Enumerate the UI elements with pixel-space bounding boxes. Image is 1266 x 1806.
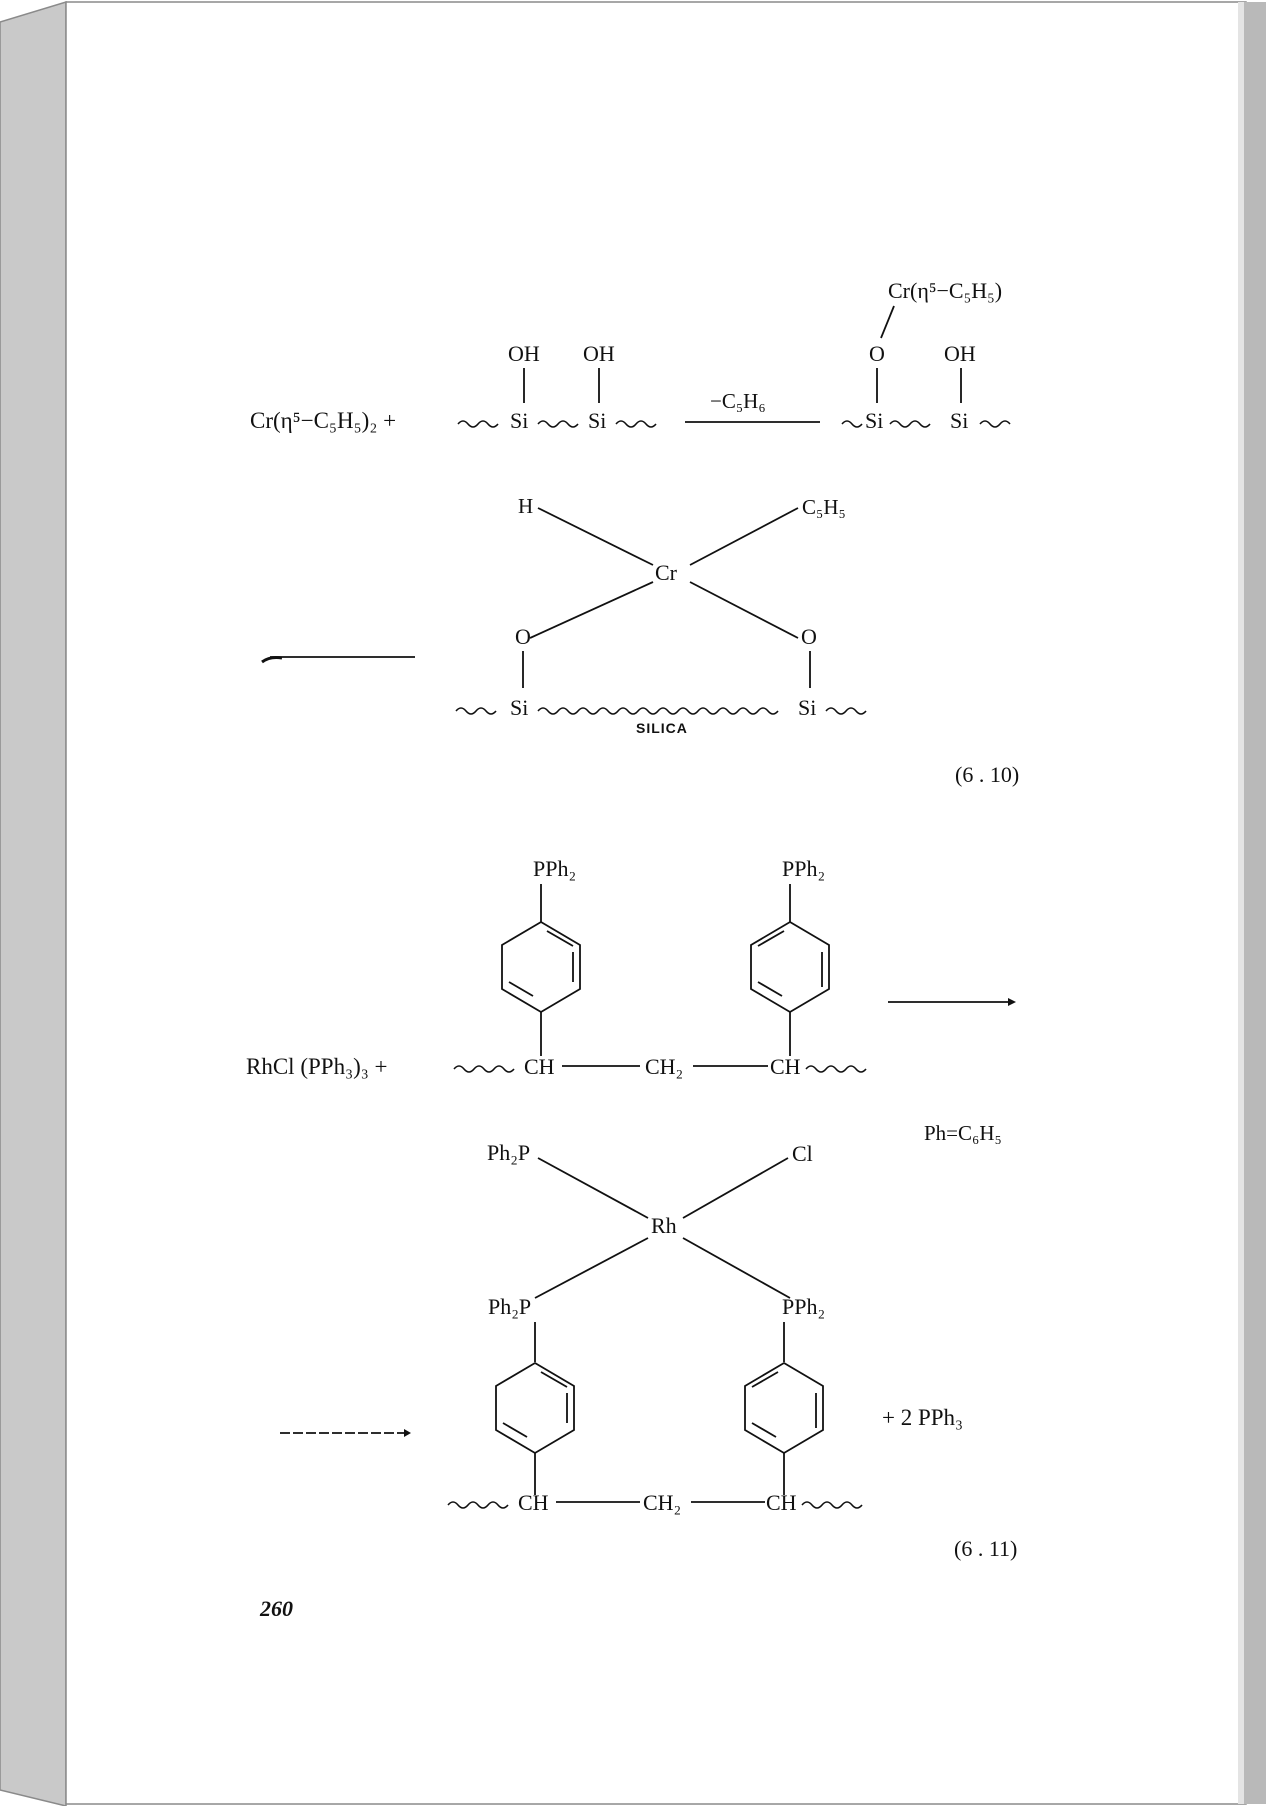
bond-line — [530, 582, 653, 638]
oxygen-label: O — [801, 624, 817, 649]
arrow-head — [1008, 998, 1016, 1006]
hydroxyl-label: OH — [583, 341, 615, 366]
benzene-ring — [496, 1363, 574, 1453]
rhodium-label: Rh — [651, 1213, 677, 1238]
bond-line — [690, 582, 798, 638]
chromocene-reagent: Cr(η⁵−C₅H₅)₂ + — [250, 408, 397, 433]
silicon-label: Si — [510, 695, 529, 720]
benzene-ring — [745, 1363, 823, 1453]
reaction-6-10 — [250, 278, 1019, 787]
benzene-ring — [502, 922, 580, 1012]
wilkinson-catalyst-reagent: RhCl (PPh₃)₃ + — [246, 1054, 388, 1079]
bond-line — [881, 306, 894, 338]
chloride-label: Cl — [792, 1141, 813, 1166]
silicon-label: Si — [865, 408, 884, 433]
polymer-backbone-wave — [806, 1066, 866, 1072]
reaction-6-11 — [246, 856, 1017, 1561]
diphenylphosphino-label: Ph₂P — [487, 1140, 531, 1165]
oxygen-label: O — [515, 624, 531, 649]
silicon-label: Si — [588, 408, 607, 433]
methine-label: CH — [770, 1054, 801, 1079]
silica-support-label: SILICA — [636, 720, 688, 736]
silica-surface-wave — [456, 708, 496, 714]
methine-label: CH — [524, 1054, 555, 1079]
hydroxyl-label: OH — [508, 341, 540, 366]
diphenylphosphino-label: PPh₂ — [782, 1294, 826, 1319]
page-number: 260 — [260, 1596, 293, 1621]
arrow-head — [404, 1429, 411, 1437]
hydroxyl-label: OH — [944, 341, 976, 366]
silica-surface-wave — [538, 421, 578, 427]
diphenylphosphino-label: PPh₂ — [533, 856, 577, 881]
silica-surface-wave — [980, 421, 1010, 427]
polymer-backbone-wave — [454, 1066, 514, 1072]
silica-surface-wave — [890, 421, 930, 427]
chromium-label: Cr — [655, 560, 677, 585]
silica-surface-wave — [842, 421, 862, 427]
methine-label: CH — [518, 1490, 549, 1515]
bond-line — [690, 508, 798, 565]
bond-line — [538, 508, 653, 565]
diphenylphosphino-label: PPh₂ — [782, 856, 826, 881]
methine-label: CH — [766, 1490, 797, 1515]
arrow-smudge — [262, 658, 282, 663]
methylene-label: CH₂ — [643, 1490, 682, 1515]
silicon-label: Si — [950, 408, 969, 433]
silica-surface-wave — [538, 708, 778, 714]
silica-surface-wave — [826, 708, 866, 714]
phenyl-definition: Ph=C₆H₅ — [924, 1121, 1002, 1145]
silicon-label: Si — [798, 695, 817, 720]
silica-surface-wave — [458, 421, 498, 427]
bond-line — [535, 1238, 648, 1298]
bond-line — [683, 1158, 788, 1218]
oxygen-label: O — [869, 341, 885, 366]
silica-surface-wave — [616, 421, 656, 427]
silicon-label: Si — [510, 408, 529, 433]
bond-line — [683, 1238, 790, 1298]
benzene-ring — [751, 922, 829, 1012]
polymer-backbone-wave — [448, 1502, 508, 1508]
arrow-condition-label: −C₅H₆ — [710, 389, 766, 413]
cyclopentadienyl-chromium-label: Cr(η⁵−C₅H₅) — [888, 278, 1003, 303]
polymer-backbone-wave — [802, 1502, 862, 1508]
methylene-label: CH₂ — [645, 1054, 684, 1079]
equation-number: (6 . 11) — [954, 1536, 1018, 1561]
equation-number: (6 . 10) — [955, 762, 1020, 787]
diphenylphosphino-label: Ph₂P — [488, 1294, 532, 1319]
triphenylphosphine-byproduct: + 2 PPh₃ — [882, 1405, 964, 1430]
cyclopentadienyl-label: C₅H₅ — [802, 495, 846, 519]
bond-line — [538, 1158, 648, 1218]
hydride-label: H — [518, 494, 534, 518]
